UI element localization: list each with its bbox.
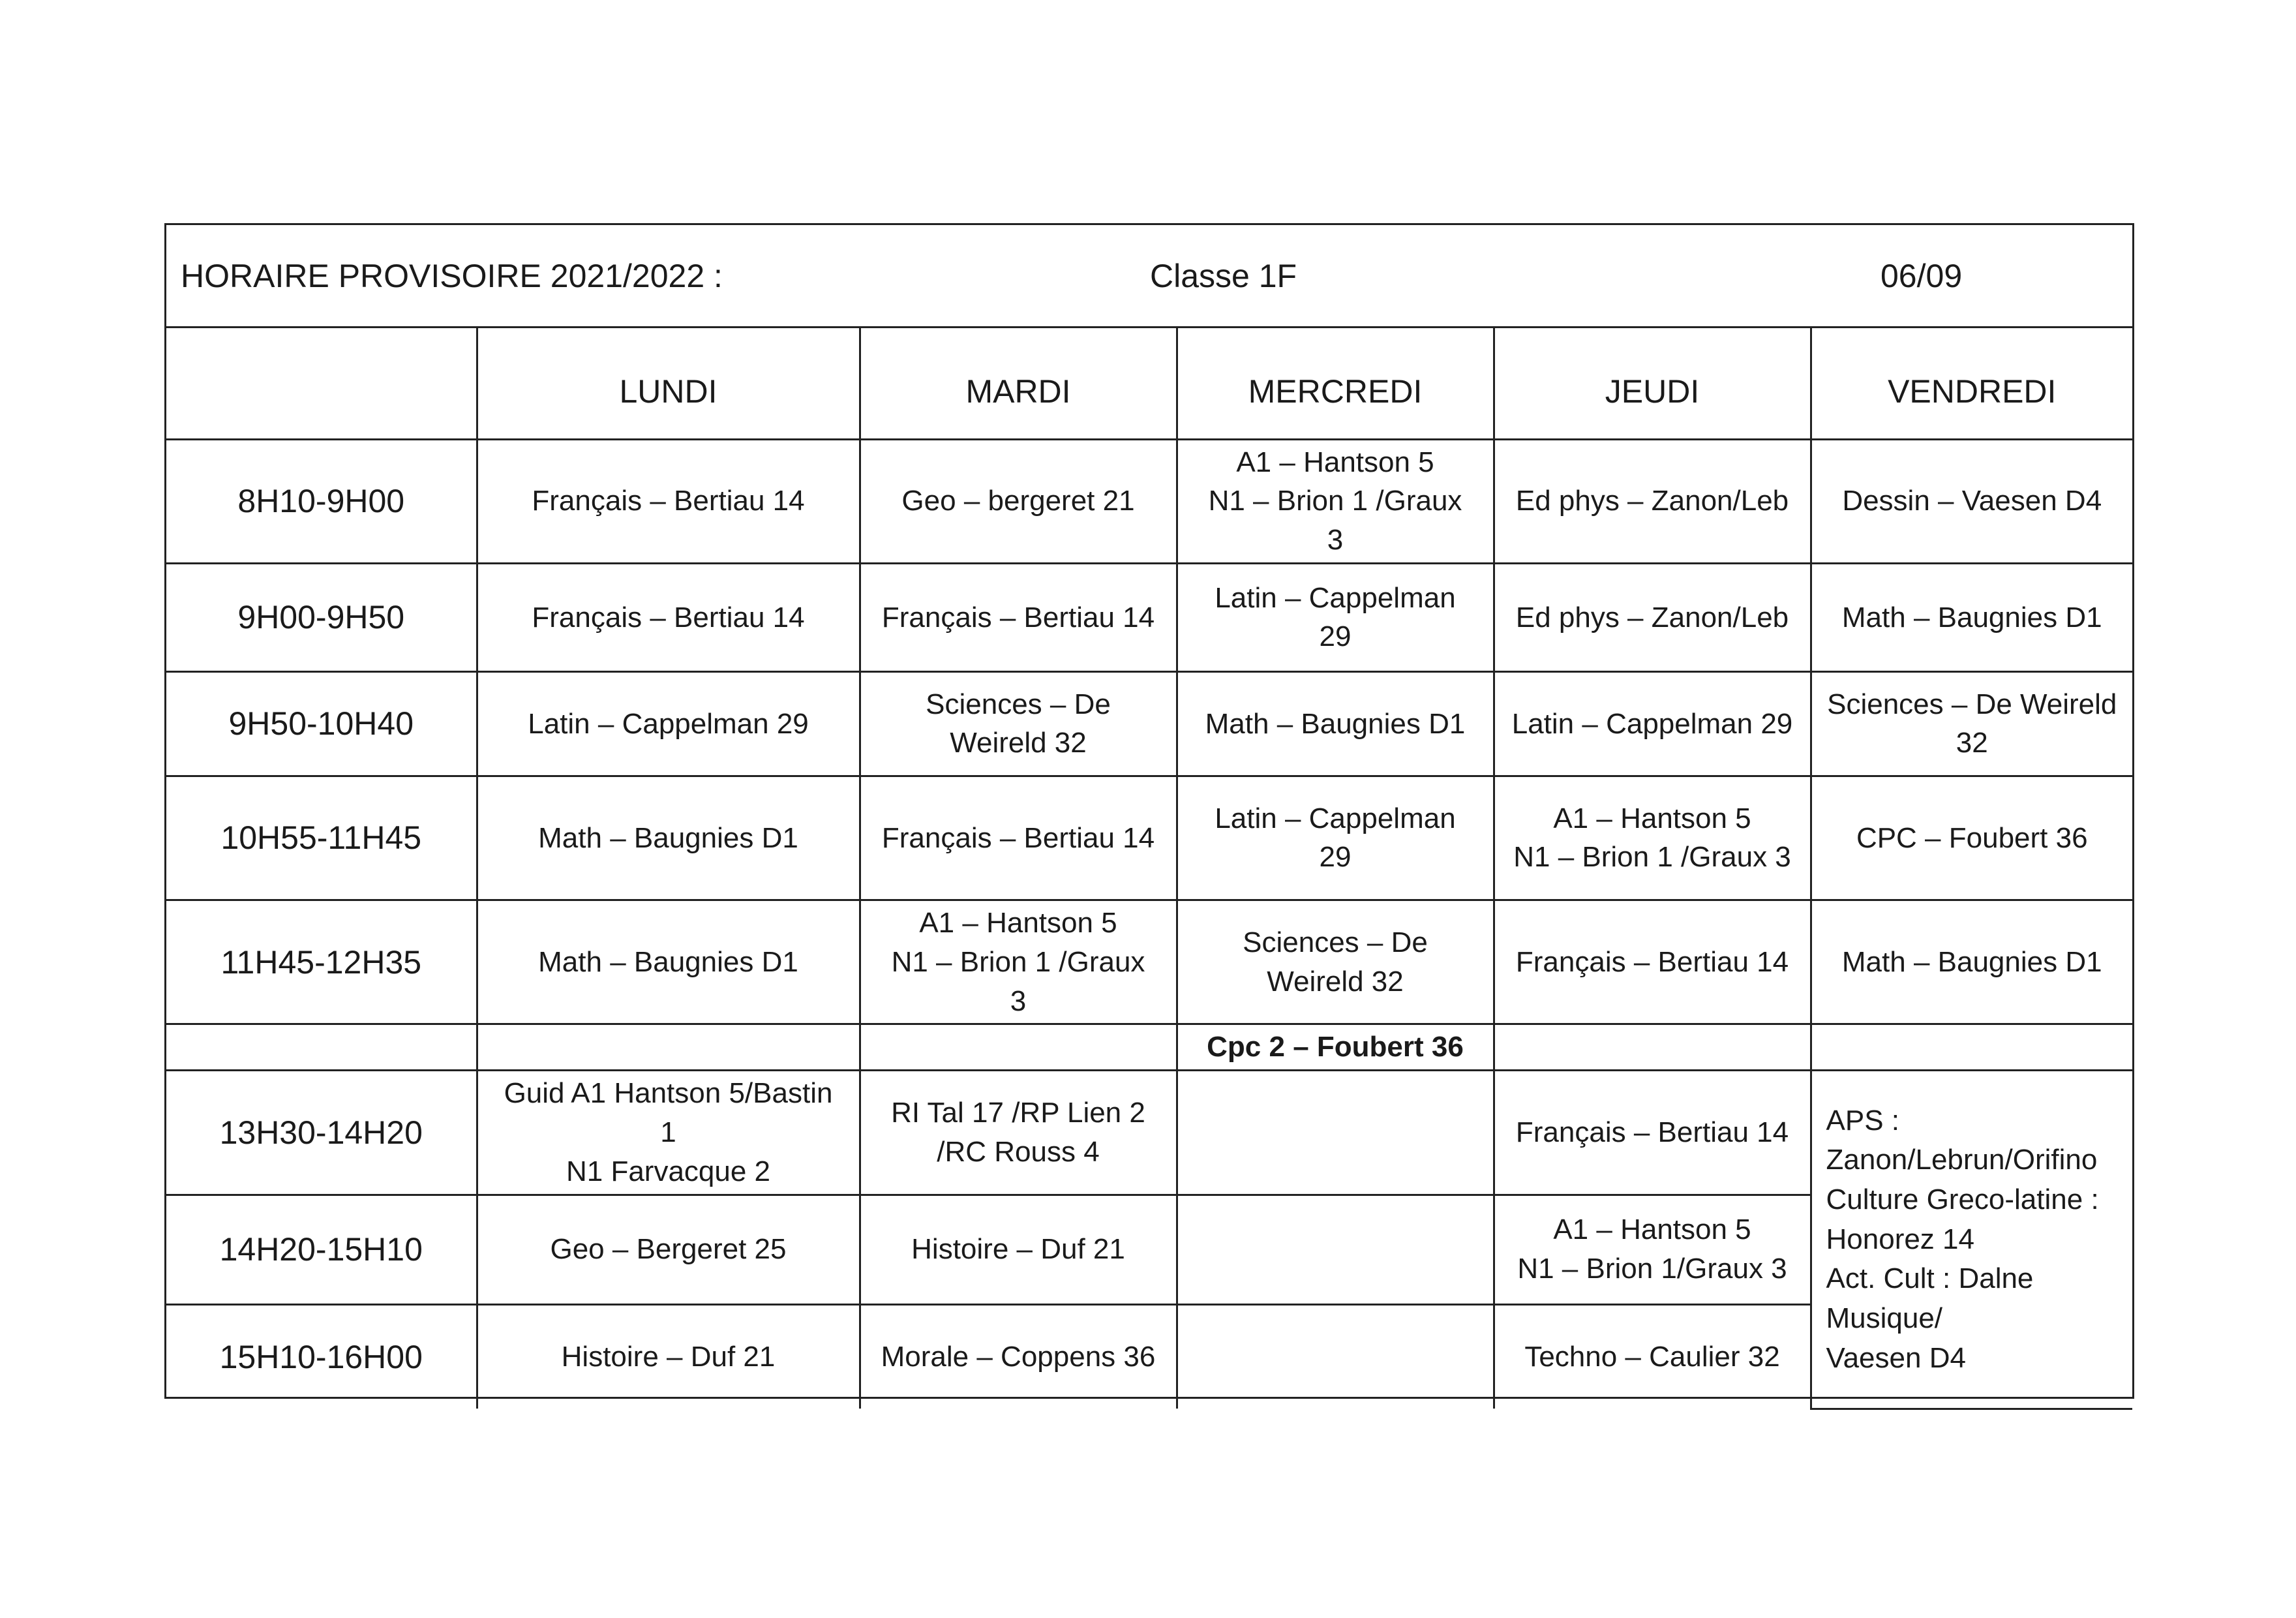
lesson-cell-mardi <box>860 1304 1177 1409</box>
lesson-cell-lundi <box>477 671 860 776</box>
cell-line: Ed phys – Zanon/Leb <box>1515 485 1789 517</box>
cell-line: N1 – Brion 1 /Graux <box>1208 485 1462 517</box>
lesson-cell-mardi <box>860 439 1177 563</box>
lesson-cell-jeudi <box>1494 1195 1811 1304</box>
cell-line: 3 <box>1010 985 1027 1017</box>
lesson-cell-mercredi <box>1177 900 1494 1024</box>
cell-line: Français – Bertiau 14 <box>532 601 805 633</box>
cell-line: 29 <box>1319 841 1352 874</box>
timetable-title: HORAIRE PROVISOIRE 2021/2022 : <box>181 257 723 294</box>
cell-line: N1 – Brion 1 /Graux 3 <box>1513 841 1791 874</box>
lesson-cell-jeudi <box>1494 1024 1811 1071</box>
cell-line: Weireld 32 <box>1267 965 1404 998</box>
table-row <box>166 1071 2132 1195</box>
table-row <box>166 671 2132 776</box>
cell-line: Français – Bertiau 14 <box>1515 1116 1789 1149</box>
lesson-cell-mercredi <box>1177 671 1494 776</box>
lesson-cell-lundi <box>477 1024 860 1071</box>
cell-line: Morale – Coppens 36 <box>881 1341 1156 1373</box>
cell-line: 29 <box>1319 620 1352 653</box>
lesson-cell-lundi <box>477 563 860 671</box>
lesson-cell-mardi <box>860 563 1177 671</box>
lesson-cell-mardi <box>860 1071 1177 1195</box>
cell-line: Geo – Bergeret 25 <box>550 1233 787 1266</box>
lesson-cell-lundi <box>477 776 860 900</box>
day-header-mercredi: MERCREDI <box>1177 328 1494 439</box>
cell-line: Culture Greco-latine : <box>1826 1183 2099 1215</box>
cell-line: 1 <box>660 1116 676 1149</box>
lesson-cell-vendredi <box>1811 776 2132 900</box>
lesson-cell-jeudi <box>1494 1304 1811 1409</box>
cell-line: /RC Rouss 4 <box>937 1136 1100 1168</box>
time-slot: 9H00-9H50 <box>166 563 477 671</box>
time-slot: 14H20-15H10 <box>166 1195 477 1304</box>
cell-line: Ed phys – Zanon/Leb <box>1515 601 1789 633</box>
lesson-cell-jeudi <box>1494 900 1811 1024</box>
cell-line: Act. Cult : Dalne <box>1826 1262 2034 1295</box>
cell-line: Dessin – Vaesen D4 <box>1842 485 2102 517</box>
lesson-cell-mercredi <box>1177 439 1494 563</box>
lesson-cell-lundi <box>477 1195 860 1304</box>
cell-line: A1 – Hantson 5 <box>919 906 1117 939</box>
cell-line: Histoire – Duf 21 <box>911 1233 1125 1266</box>
cell-line: Français – Bertiau 14 <box>881 601 1155 633</box>
cell-line: Math – Baugnies D1 <box>1205 707 1466 740</box>
day-header-row <box>166 328 2132 439</box>
cell-line: APS : <box>1826 1104 1899 1137</box>
timetable-grid <box>166 328 2132 1410</box>
cell-line: Sciences – De <box>926 688 1111 720</box>
table-row <box>166 439 2132 563</box>
corner-cell <box>166 328 477 439</box>
class-name: Classe 1F <box>1150 257 1297 294</box>
timetable-sheet <box>164 223 2134 1399</box>
time-slot: 8H10-9H00 <box>166 439 477 563</box>
cell-line: Latin – Cappelman 29 <box>1511 707 1793 740</box>
lesson-cell-mardi <box>860 776 1177 900</box>
cell-line: Guid A1 Hantson 5/Bastin <box>504 1077 833 1110</box>
cell-line: Math – Baugnies D1 <box>1841 945 2102 978</box>
cell-line: Geo – bergeret 21 <box>901 485 1135 517</box>
cell-line: N1 – Brion 1/Graux 3 <box>1517 1253 1787 1285</box>
friday-afternoon-activities <box>1811 1071 2132 1409</box>
cell-line: A1 – Hantson 5 <box>1553 1214 1751 1246</box>
lesson-cell-jeudi <box>1494 439 1811 563</box>
lesson-cell-mardi <box>860 1195 1177 1304</box>
cell-line: N1 Farvacque 2 <box>566 1155 771 1187</box>
cell-line: Math – Baugnies D1 <box>538 945 798 978</box>
lesson-cell-jeudi <box>1494 776 1811 900</box>
day-header-jeudi: JEUDI <box>1494 328 1811 439</box>
lesson-cell-mercredi: Cpc 2 – Foubert 36 <box>1177 1024 1494 1071</box>
cell-line: N1 – Brion 1 /Graux <box>891 945 1145 978</box>
time-slot: 11H45-12H35 <box>166 900 477 1024</box>
cell-line: A1 – Hantson 5 <box>1553 802 1751 834</box>
lesson-cell-mercredi <box>1177 1071 1494 1195</box>
midday-row <box>166 1024 2132 1071</box>
cell-line: Sciences – De <box>1243 926 1428 958</box>
lesson-cell-lundi <box>477 900 860 1024</box>
lesson-cell-jeudi <box>1494 1071 1811 1195</box>
cell-line: Techno – Caulier 32 <box>1524 1341 1780 1373</box>
cell-line: Weireld 32 <box>950 727 1087 759</box>
lesson-cell-lundi <box>477 1071 860 1195</box>
cell-line: Histoire – Duf 21 <box>561 1341 776 1373</box>
lesson-cell-vendredi <box>1811 671 2132 776</box>
day-header-mardi: MARDI <box>860 328 1177 439</box>
lesson-cell-mercredi <box>1177 563 1494 671</box>
lesson-cell-vendredi <box>1811 439 2132 563</box>
cell-line: Honorez 14 <box>1826 1223 1974 1255</box>
schedule-date: 06/09 <box>1881 257 1963 294</box>
day-header-vendredi: VENDREDI <box>1811 328 2132 439</box>
lesson-cell-vendredi <box>1811 900 2132 1024</box>
lesson-cell-lundi <box>477 439 860 563</box>
cell-line: Latin – Cappelman 29 <box>528 707 809 740</box>
cell-line: Math – Baugnies D1 <box>1841 601 2102 633</box>
cell-line: Français – Bertiau 14 <box>1515 945 1789 978</box>
table-row <box>166 776 2132 900</box>
cell-line: Latin – Cappelman <box>1215 581 1456 614</box>
lesson-cell-vendredi <box>1811 1024 2132 1071</box>
cell-line: Français – Bertiau 14 <box>532 485 805 517</box>
cell-line: Latin – Cappelman <box>1215 802 1456 834</box>
lesson-cell-mercredi <box>1177 1195 1494 1304</box>
time-slot-empty <box>166 1024 477 1071</box>
cell-line: Vaesen D4 <box>1826 1341 1966 1374</box>
table-row <box>166 563 2132 671</box>
lesson-cell-mardi <box>860 900 1177 1024</box>
cell-line: RI Tal 17 /RP Lien 2 <box>891 1097 1145 1129</box>
time-slot: 15H10-16H00 <box>166 1304 477 1409</box>
lesson-cell-mardi <box>860 1024 1177 1071</box>
lesson-cell-mardi <box>860 671 1177 776</box>
table-row <box>166 900 2132 1024</box>
lesson-cell-jeudi <box>1494 671 1811 776</box>
cell-line: Math – Baugnies D1 <box>538 821 798 854</box>
cell-line: Sciences – De Weireld <box>1827 688 2117 720</box>
timetable-header <box>166 225 2132 328</box>
lesson-cell-jeudi <box>1494 563 1811 671</box>
cell-line: Zanon/Lebrun/Orifino <box>1826 1144 2098 1176</box>
cell-line: CPC – Foubert 36 <box>1856 821 2088 854</box>
cell-line: Musique/ <box>1826 1302 1943 1335</box>
time-slot: 9H50-10H40 <box>166 671 477 776</box>
time-slot: 13H30-14H20 <box>166 1071 477 1195</box>
day-header-lundi: LUNDI <box>477 328 860 439</box>
cell-line: Français – Bertiau 14 <box>881 821 1155 854</box>
lesson-cell-mercredi <box>1177 1304 1494 1409</box>
lesson-cell-mercredi <box>1177 776 1494 900</box>
time-slot: 10H55-11H45 <box>166 776 477 900</box>
cell-line: A1 – Hantson 5 <box>1236 446 1434 478</box>
lesson-cell-lundi <box>477 1304 860 1409</box>
cell-line: 3 <box>1327 524 1344 557</box>
lesson-cell-vendredi <box>1811 563 2132 671</box>
cell-line: 32 <box>1956 727 1988 759</box>
